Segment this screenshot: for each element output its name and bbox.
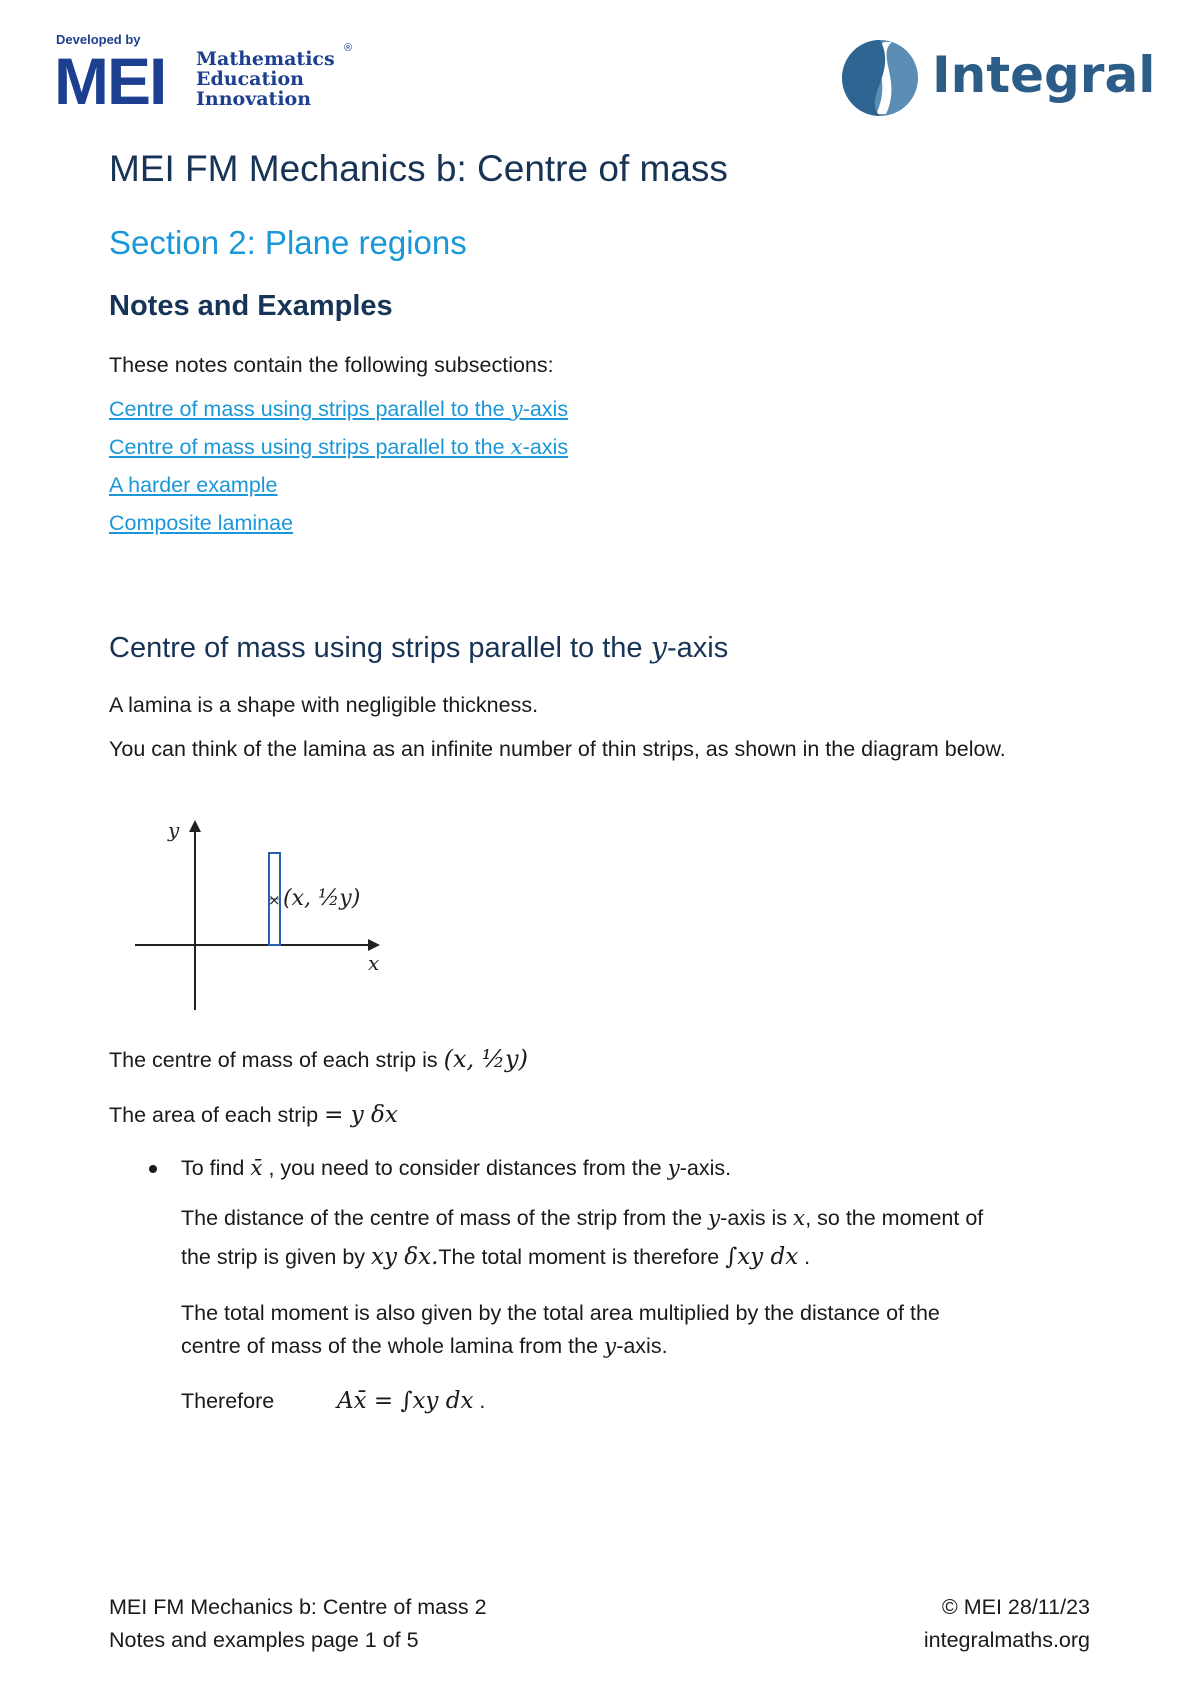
y-axis-arrow-icon bbox=[189, 820, 201, 832]
footer-website: integralmaths.org bbox=[923, 1628, 1090, 1652]
mei-line-education: Education bbox=[196, 68, 304, 90]
y-axis-label: y bbox=[168, 818, 180, 842]
page-title: MEI FM Mechanics b: Centre of mass bbox=[109, 148, 728, 189]
mei-letters: MEI bbox=[54, 44, 166, 118]
footer-page-number: Notes and examples page 1 of 5 bbox=[109, 1628, 419, 1652]
point-label: (x, ½y) bbox=[283, 886, 361, 911]
notes-heading: Notes and Examples bbox=[109, 290, 393, 322]
strips-explanation: You can think of the lamina as an infinite number of thin strips, as shown in the diagram below. bbox=[109, 737, 1006, 761]
x-axis-label: x bbox=[368, 951, 380, 975]
therefore-equation: Ax̄ = ∫xy dx . bbox=[337, 1388, 486, 1414]
bullet-find-xbar: To find x̄ , you need to consider distances from the y-axis. bbox=[181, 1156, 732, 1181]
link-strips-y-axis[interactable]: Centre of mass using strips parallel to the y-axis bbox=[109, 397, 569, 422]
footer-doc-title: MEI FM Mechanics b: Centre of mass 2 bbox=[109, 1595, 487, 1619]
registered-mark: ® bbox=[344, 42, 353, 54]
strip-diagram bbox=[130, 815, 390, 1015]
lamina-definition: A lamina is a shape with negligible thickness. bbox=[109, 693, 539, 717]
mei-line-innovation: Innovation bbox=[196, 88, 312, 110]
intro-text: These notes contain the following subsections: bbox=[109, 353, 554, 377]
mei-name bbox=[196, 49, 335, 109]
com-sentence: The centre of mass of each strip is (x, ½y) bbox=[109, 1045, 528, 1073]
subheading-strips-y-axis: Centre of mass using strips parallel to the y-axis bbox=[109, 630, 729, 664]
integral-emblem-icon bbox=[840, 38, 920, 118]
distance-line-1: The distance of the centre of mass of the strip from the y-axis is x, so the moment of bbox=[181, 1206, 984, 1231]
distance-line-2: the strip is given by xy δx.The total moment is therefore ∫xy dx . bbox=[181, 1244, 811, 1270]
developed-by-text: Developed by bbox=[56, 32, 141, 47]
integral-logo bbox=[840, 38, 1160, 118]
integral-wordmark: Integral bbox=[932, 46, 1156, 104]
area-sentence: The area of each strip = y δx bbox=[109, 1102, 398, 1128]
bullet-icon bbox=[149, 1165, 157, 1173]
mei-logo bbox=[54, 32, 364, 118]
x-axis-arrow-icon bbox=[368, 939, 380, 951]
link-strips-x-axis[interactable]: Centre of mass using strips parallel to the x-axis bbox=[109, 435, 569, 460]
footer-copyright: © MEI 28/11/23 bbox=[941, 1595, 1090, 1619]
total-moment-line-1: The total moment is also given by the total area multiplied by the distance of the bbox=[181, 1301, 940, 1325]
link-composite-laminae[interactable]: Composite laminae bbox=[109, 511, 294, 535]
centre-mark: × bbox=[268, 891, 281, 909]
therefore-label: Therefore bbox=[181, 1389, 275, 1413]
link-harder-example[interactable]: A harder example bbox=[109, 473, 278, 497]
section-title: Section 2: Plane regions bbox=[109, 224, 467, 261]
total-moment-line-2: centre of mass of the whole lamina from the y-axis. bbox=[181, 1334, 668, 1359]
mei-line-mathematics: Mathematics bbox=[196, 48, 335, 70]
